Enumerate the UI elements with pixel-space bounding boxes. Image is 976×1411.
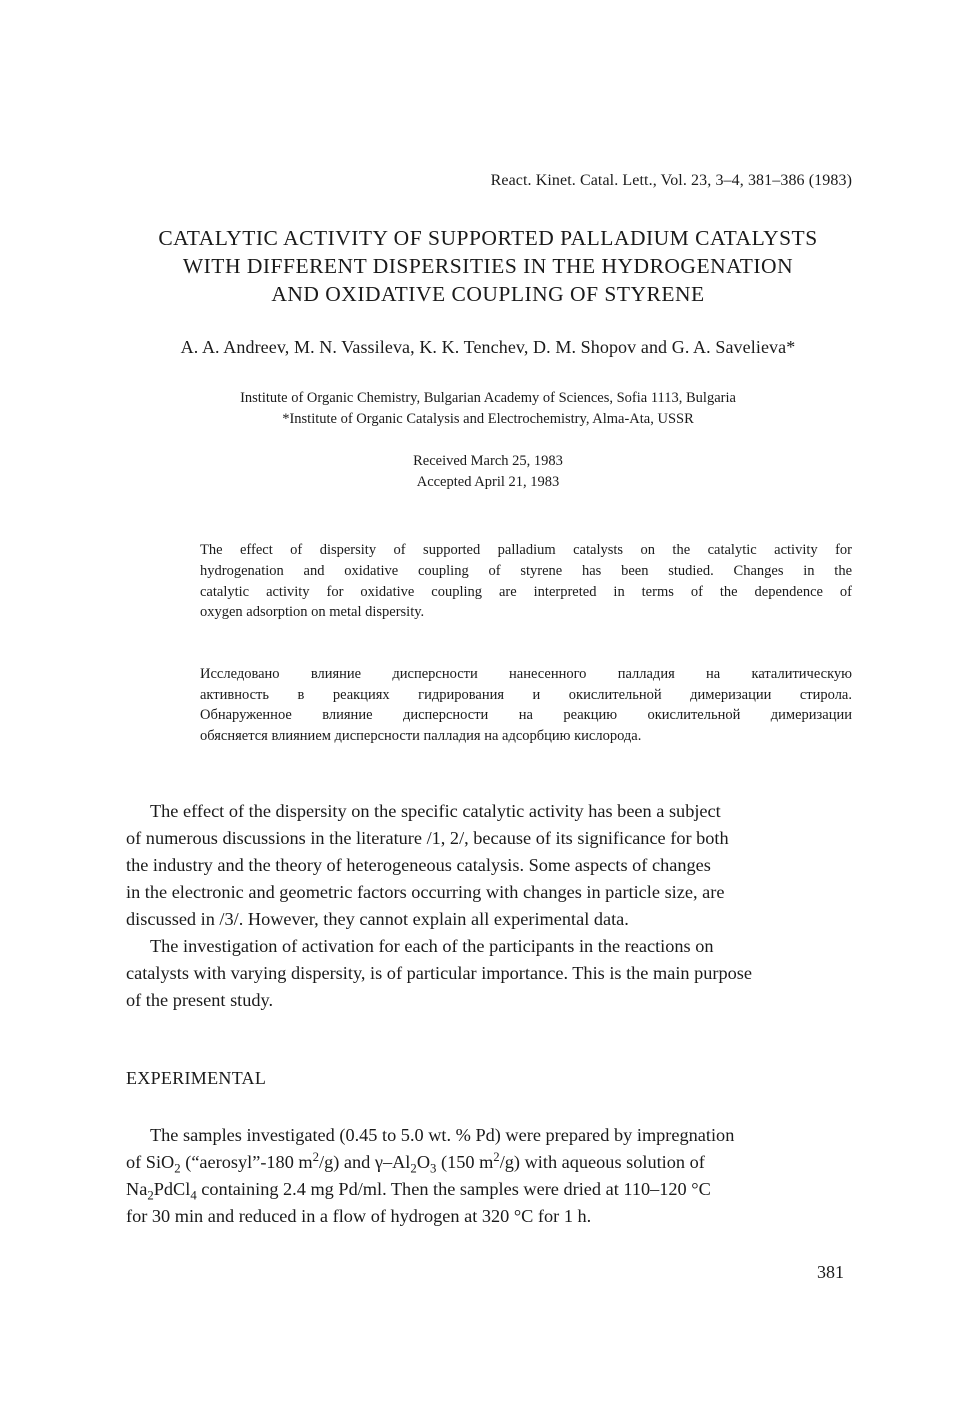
body-line: of SiO$_2$ (“aerosyl”-180 $m^2/g$) and $\gamma-Al_2O_3$ (150 $m^2/g$) with aqueous solution of (126, 1149, 705, 1176)
body-line: for 30 min and reduced in a flow of hydrogen at 320 °C for 1 h. (126, 1206, 592, 1226)
title-line: WITH DIFFERENT DISPERSITIES IN THE HYDROGENATION (182, 254, 794, 278)
abstract-line: The effect of dispersity of supported palladium catalysts on the catalytic activity for (200, 542, 852, 558)
body-line: The effect of the dispersity on the specific catalytic activity has been a subject (150, 801, 721, 821)
submission-dates (0, 451, 976, 493)
body-line: The samples investigated (0.45 to 5.0 wt. % Pd) were prepared by impregnation (150, 1125, 735, 1145)
abstract-russian (200, 664, 852, 746)
received-date: Received March 25, 1983 (413, 453, 563, 469)
body-line: in the electronic and geometric factors occurring with changes in particle size, are (126, 882, 725, 902)
affiliations (0, 388, 976, 430)
abstract-line: Обнаруженное влияние дисперсности на реакцию окислительной димеризации (200, 707, 852, 723)
body-line: The investigation of activation for each of the participants in the reactions on (150, 936, 714, 956)
journal-citation: React. Kinet. Catal. Lett., Vol. 23, 3–4, 381–386 (1983) (490, 172, 852, 189)
paper-title (0, 224, 976, 308)
title-line: CATALYTIC ACTIVITY OF SUPPORTED PALLADIUM CATALYSTS (158, 226, 818, 250)
experimental-text (126, 1122, 862, 1230)
body-line: of numerous discussions in the literature /1, 2/, because of its significance for both (126, 828, 729, 848)
author-list: A. A. Andreev, M. N. Vassileva, K. K. Tenchev, D. M. Shopov and G. A. Savelieva* (180, 337, 796, 357)
title-line: AND OXIDATIVE COUPLING OF STYRENE (271, 282, 705, 306)
abstract-english (200, 540, 852, 623)
body-line: discussed in /3/. However, they cannot explain all experimental data. (126, 909, 629, 929)
affiliation-line: Institute of Organic Chemistry, Bulgarian Academy of Sciences, Sofia 1113, Bulgaria (240, 390, 736, 406)
abstract-line: catalytic activity for oxidative coupling are interpreted in terms of the dependence of (200, 583, 852, 600)
section-heading: EXPERIMENTAL (126, 1068, 267, 1088)
body-line: of the present study. (126, 990, 274, 1010)
body-line: the industry and the theory of heterogeneous catalysis. Some aspects of changes (126, 855, 711, 875)
affiliation-line: *Institute of Organic Catalysis and Electrochemistry, Alma-Ata, USSR (282, 411, 694, 427)
page-number: 381 (817, 1262, 844, 1282)
abstract-line: активность в реакциях гидрирования и окислительной димеризации стирола. (200, 686, 852, 703)
abstract-line: hydrogenation and oxidative coupling of styrene has been studied. Changes in the (200, 562, 852, 579)
abstract-line: oxygen adsorption on metal dispersity. (200, 604, 425, 621)
body-line: $Na_2PdCl_4$ containing 2.4 mg Pd/ml. Then the samples were dried at 110–120 °C (126, 1179, 711, 1203)
abstract-line: Исследовано влияние дисперсности нанесенного палладия на каталитическую (200, 666, 852, 682)
accepted-date: Accepted April 21, 1983 (416, 474, 560, 490)
introduction-text (126, 798, 862, 1014)
abstract-line: обясняется влиянием дисперсности палладия на адсорбцию кислорода. (200, 727, 642, 744)
body-line: catalysts with varying dispersity, is of particular importance. This is the main purpose (126, 963, 752, 983)
